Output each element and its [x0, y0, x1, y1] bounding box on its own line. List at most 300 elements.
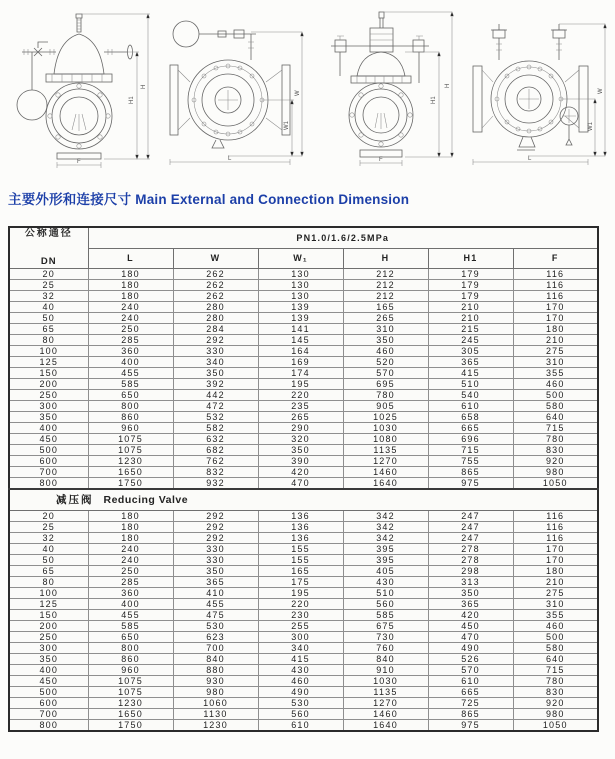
dimension-cell: 632 — [173, 434, 258, 445]
dimension-cell: 905 — [343, 401, 428, 412]
dn-cell: 50 — [9, 555, 88, 566]
dimension-cell: 832 — [173, 467, 258, 478]
dim-label-w: W — [597, 88, 604, 94]
dimension-cell: 116 — [513, 533, 598, 544]
dimension-cell: 130 — [258, 280, 343, 291]
dimension-cell: 342 — [343, 522, 428, 533]
dimension-cell: 280 — [173, 302, 258, 313]
dimension-cell: 1230 — [88, 456, 173, 467]
dimension-cell: 500 — [513, 632, 598, 643]
table-row — [9, 709, 598, 720]
table-row — [9, 643, 598, 654]
dimension-cell: 665 — [428, 423, 513, 434]
reducing-valve-section — [9, 489, 598, 511]
dimension-cell: 180 — [88, 291, 173, 302]
dimension-cell: 450 — [428, 621, 513, 632]
dimension-cell: 762 — [173, 456, 258, 467]
dimension-cell: 865 — [428, 467, 513, 478]
dimension-cell: 116 — [513, 269, 598, 280]
dimension-cell: 330 — [173, 555, 258, 566]
dimension-cell: 290 — [258, 423, 343, 434]
dimension-cell: 1230 — [173, 720, 258, 732]
dn-cell: 65 — [9, 566, 88, 577]
dimension-cell: 530 — [258, 698, 343, 709]
dimension-cell: 520 — [343, 357, 428, 368]
table-row — [9, 324, 598, 335]
table-row — [9, 533, 598, 544]
dimension-cell: 210 — [513, 577, 598, 588]
dn-cell: 150 — [9, 610, 88, 621]
dn-cell: 25 — [9, 280, 88, 291]
dimension-cell: 180 — [88, 269, 173, 280]
dimension-cell: 1030 — [343, 676, 428, 687]
dimension-cell: 860 — [88, 412, 173, 423]
dimension-cell: 1460 — [343, 467, 428, 478]
dimension-cell: 585 — [343, 610, 428, 621]
dn-cell: 300 — [9, 401, 88, 412]
dim-label-w1: W1 — [587, 122, 594, 131]
dim-label-h1: H1 — [129, 96, 135, 104]
dimension-cell: 390 — [258, 456, 343, 467]
dimension-cell: 169 — [258, 357, 343, 368]
dimension-cell: 1080 — [343, 434, 428, 445]
drawing-reducing-valve-front — [309, 4, 459, 170]
dimension-cell: 526 — [428, 654, 513, 665]
dimension-cell: 350 — [173, 566, 258, 577]
dimension-cell: 455 — [88, 368, 173, 379]
dim-label-w1: W1 — [284, 121, 291, 130]
dimension-cell: 910 — [343, 665, 428, 676]
dn-cell: 500 — [9, 687, 88, 698]
dimension-cell: 355 — [513, 368, 598, 379]
dimension-cell: 442 — [173, 390, 258, 401]
section-heading — [8, 188, 608, 208]
table-row — [9, 511, 598, 522]
dimension-cell: 675 — [343, 621, 428, 632]
dimension-cell: 392 — [173, 379, 258, 390]
table-row — [9, 621, 598, 632]
dimension-cell: 350 — [173, 368, 258, 379]
table-row — [9, 280, 598, 291]
column-header-h: H — [343, 248, 428, 268]
dimension-cell: 320 — [258, 434, 343, 445]
dimension-cell: 212 — [343, 280, 428, 291]
dimension-cell: 980 — [513, 709, 598, 720]
dn-cell: 200 — [9, 621, 88, 632]
table-row — [9, 467, 598, 478]
dimension-cell: 860 — [88, 654, 173, 665]
dn-cell: 40 — [9, 544, 88, 555]
dimension-cell: 240 — [88, 313, 173, 324]
dim-label-l: L — [527, 156, 532, 162]
dimension-cell: 682 — [173, 445, 258, 456]
dimension-cell: 220 — [258, 599, 343, 610]
dimension-cell: 405 — [343, 566, 428, 577]
dimension-cell: 730 — [343, 632, 428, 643]
dimension-cell: 174 — [258, 368, 343, 379]
table-row — [9, 357, 598, 368]
table-row — [9, 379, 598, 390]
dn-cell: 250 — [9, 390, 88, 401]
dimension-cell: 155 — [258, 555, 343, 566]
dimension-cell: 247 — [428, 522, 513, 533]
dn-cell: 500 — [9, 445, 88, 456]
dimension-cell: 195 — [258, 588, 343, 599]
table-row — [9, 566, 598, 577]
dimension-cell: 960 — [88, 665, 173, 676]
dimension-cell: 340 — [258, 643, 343, 654]
dimension-cell: 623 — [173, 632, 258, 643]
dimension-cell: 262 — [173, 280, 258, 291]
dimension-cell: 640 — [513, 412, 598, 423]
dimension-cell: 920 — [513, 456, 598, 467]
dimension-cell: 1135 — [343, 445, 428, 456]
dimension-cell: 725 — [428, 698, 513, 709]
dimension-cell: 780 — [513, 676, 598, 687]
section-heading-zh: 主要外形和连接尺寸 — [8, 192, 132, 207]
dimension-cell: 715 — [513, 423, 598, 434]
dimension-cell: 350 — [343, 335, 428, 346]
table-row — [9, 577, 598, 588]
dimension-cell: 975 — [428, 720, 513, 732]
corner-header-cell — [9, 227, 88, 269]
table-row — [9, 665, 598, 676]
dn-cell: 65 — [9, 324, 88, 335]
dimension-cell: 180 — [88, 522, 173, 533]
dimension-cell: 250 — [88, 566, 173, 577]
dimension-cell: 610 — [258, 720, 343, 732]
dimension-cell: 695 — [343, 379, 428, 390]
dimension-cell: 292 — [173, 522, 258, 533]
dn-cell: 40 — [9, 302, 88, 313]
dimension-cell: 800 — [88, 643, 173, 654]
dimension-cell: 116 — [513, 280, 598, 291]
dimension-cell: 610 — [428, 401, 513, 412]
dimension-cell: 310 — [343, 324, 428, 335]
dn-cell: 300 — [9, 643, 88, 654]
dimension-cell: 1050 — [513, 720, 598, 732]
dn-cell: 350 — [9, 412, 88, 423]
table-row — [9, 456, 598, 467]
dimension-cell: 430 — [258, 665, 343, 676]
dn-cell: 400 — [9, 665, 88, 676]
column-header-f: F — [513, 248, 598, 268]
main-valve-rows — [9, 269, 598, 490]
dimension-cell: 116 — [513, 522, 598, 533]
dimension-cell: 580 — [513, 401, 598, 412]
dn-cell: 80 — [9, 577, 88, 588]
dimension-cell: 658 — [428, 412, 513, 423]
dimension-cell: 932 — [173, 478, 258, 490]
dn-cell: 200 — [9, 379, 88, 390]
dimension-cell: 136 — [258, 533, 343, 544]
dimension-table — [8, 226, 599, 732]
table-row — [9, 555, 598, 566]
dimension-cell: 170 — [513, 302, 598, 313]
dimension-cell: 310 — [513, 357, 598, 368]
dimension-cell: 460 — [513, 621, 598, 632]
dn-cell: 250 — [9, 632, 88, 643]
dn-cell: 350 — [9, 654, 88, 665]
dn-cell: 32 — [9, 533, 88, 544]
dim-label-h: H — [444, 83, 451, 88]
dn-cell: 150 — [9, 368, 88, 379]
dimension-cell: 665 — [428, 687, 513, 698]
table-row — [9, 368, 598, 379]
dimension-cell: 240 — [88, 555, 173, 566]
dimension-cell: 1650 — [88, 467, 173, 478]
dimension-cell: 280 — [173, 313, 258, 324]
dn-cell: 400 — [9, 423, 88, 434]
dim-label-h: H — [141, 84, 147, 89]
dimension-cell: 980 — [173, 687, 258, 698]
dimension-cell: 240 — [88, 544, 173, 555]
dimension-cell: 139 — [258, 302, 343, 313]
dn-label: DN — [40, 256, 57, 267]
dimension-cell: 1135 — [343, 687, 428, 698]
dimension-cell: 490 — [258, 687, 343, 698]
dn-cell: 32 — [9, 291, 88, 302]
dimension-cell: 755 — [428, 456, 513, 467]
dimension-cell: 780 — [513, 434, 598, 445]
dn-cell: 700 — [9, 467, 88, 478]
dimension-cell: 510 — [428, 379, 513, 390]
dimension-cell: 235 — [258, 401, 343, 412]
dim-label-w: W — [295, 90, 302, 96]
dimension-cell: 210 — [513, 335, 598, 346]
dimension-cell: 920 — [513, 698, 598, 709]
dimension-cell: 1270 — [343, 456, 428, 467]
dimension-cell: 400 — [88, 357, 173, 368]
dimension-cell: 179 — [428, 280, 513, 291]
reducing-valve-label-zh: 减压阀 — [56, 494, 94, 506]
dimension-cell: 365 — [428, 357, 513, 368]
dimension-cell: 342 — [343, 533, 428, 544]
dim-label-f: F — [77, 159, 81, 165]
dimension-cell: 170 — [513, 544, 598, 555]
dimension-cell: 650 — [88, 632, 173, 643]
dimension-cell: 136 — [258, 511, 343, 522]
dimension-cell: 472 — [173, 401, 258, 412]
dimension-cell: 500 — [513, 390, 598, 401]
dimension-cell: 350 — [428, 588, 513, 599]
dimension-cell: 116 — [513, 511, 598, 522]
dimension-cell: 130 — [258, 269, 343, 280]
dimension-cell: 165 — [343, 302, 428, 313]
dimension-cell: 830 — [513, 687, 598, 698]
dimension-cell: 1650 — [88, 709, 173, 720]
dimension-cell: 300 — [258, 632, 343, 643]
dimension-cell: 582 — [173, 423, 258, 434]
dimension-cell: 292 — [173, 533, 258, 544]
dn-cell: 20 — [9, 269, 88, 280]
table-row — [9, 313, 598, 324]
dimension-cell: 475 — [173, 610, 258, 621]
table-header — [9, 227, 598, 269]
dimension-cell: 865 — [428, 709, 513, 720]
dimension-cell: 640 — [513, 654, 598, 665]
dimension-cell: 980 — [513, 467, 598, 478]
table-row — [9, 478, 598, 490]
dn-cell: 125 — [9, 357, 88, 368]
dimension-cell: 330 — [173, 346, 258, 357]
dn-cell: 600 — [9, 698, 88, 709]
dimension-cell: 1050 — [513, 478, 598, 490]
dimension-cell: 415 — [258, 654, 343, 665]
dimension-cell: 430 — [343, 577, 428, 588]
dimension-cell: 175 — [258, 577, 343, 588]
dimension-cell: 245 — [428, 335, 513, 346]
dimension-cell: 1025 — [343, 412, 428, 423]
dimension-cell: 510 — [343, 588, 428, 599]
table-row — [9, 423, 598, 434]
dimension-cell: 530 — [173, 621, 258, 632]
table-row — [9, 445, 598, 456]
section-heading-en: Main External and Connection Dimension — [135, 192, 410, 207]
dimension-cell: 165 — [258, 566, 343, 577]
dimension-cell: 212 — [343, 269, 428, 280]
dimension-cell: 284 — [173, 324, 258, 335]
dimension-cell: 292 — [173, 511, 258, 522]
table-row — [9, 599, 598, 610]
dim-label-f: F — [378, 157, 383, 163]
dimension-cell: 780 — [343, 390, 428, 401]
table-row — [9, 698, 598, 709]
dimension-cell: 330 — [173, 544, 258, 555]
dn-cell: 800 — [9, 720, 88, 732]
dimension-cell: 700 — [173, 643, 258, 654]
dimension-cell: 179 — [428, 291, 513, 302]
dimension-cell: 262 — [173, 269, 258, 280]
dimension-cell: 840 — [343, 654, 428, 665]
column-header-w: W — [173, 248, 258, 268]
table-row — [9, 269, 598, 280]
dn-cell: 50 — [9, 313, 88, 324]
dimension-cell: 365 — [428, 599, 513, 610]
dimension-cell: 570 — [428, 665, 513, 676]
nominal-diameter-label: 公称通径 — [24, 228, 73, 239]
dimension-cell: 139 — [258, 313, 343, 324]
dimension-cell: 696 — [428, 434, 513, 445]
dimension-cell: 355 — [513, 610, 598, 621]
table-row — [9, 291, 598, 302]
table-row — [9, 676, 598, 687]
dimension-cell: 265 — [258, 412, 343, 423]
dimension-cell: 170 — [513, 555, 598, 566]
dimension-cell: 1075 — [88, 434, 173, 445]
dimension-cell: 155 — [258, 544, 343, 555]
column-header-h1: H1 — [428, 248, 513, 268]
table-row — [9, 412, 598, 423]
dimension-cell: 1230 — [88, 698, 173, 709]
dimension-cell: 1640 — [343, 478, 428, 490]
dn-cell: 450 — [9, 434, 88, 445]
dimension-cell: 310 — [513, 599, 598, 610]
dimension-cell: 650 — [88, 390, 173, 401]
table-row — [9, 346, 598, 357]
dimension-cell: 1075 — [88, 687, 173, 698]
dimension-cell: 1750 — [88, 478, 173, 490]
dimension-cell: 210 — [428, 302, 513, 313]
dimension-cell: 292 — [173, 335, 258, 346]
table-row — [9, 588, 598, 599]
dimension-cell: 455 — [88, 610, 173, 621]
dimension-cell: 210 — [428, 313, 513, 324]
table-row — [9, 544, 598, 555]
dimension-cell: 570 — [343, 368, 428, 379]
dimension-cell: 410 — [173, 588, 258, 599]
dimension-cell: 255 — [258, 621, 343, 632]
column-header-l: L — [88, 248, 173, 268]
dimension-cell: 930 — [173, 676, 258, 687]
dimension-cell: 141 — [258, 324, 343, 335]
drawing-reducing-valve-side — [461, 4, 611, 170]
dimension-cell: 240 — [88, 302, 173, 313]
dimension-cell: 365 — [173, 577, 258, 588]
dimension-cell: 760 — [343, 643, 428, 654]
table-row — [9, 401, 598, 412]
dimension-cell: 262 — [173, 291, 258, 302]
dimension-cell: 975 — [428, 478, 513, 490]
dimension-cell: 1130 — [173, 709, 258, 720]
dn-cell: 700 — [9, 709, 88, 720]
table-row — [9, 720, 598, 732]
dimension-cell: 715 — [428, 445, 513, 456]
dimension-cell: 610 — [428, 676, 513, 687]
dim-label-l: L — [228, 156, 232, 162]
dimension-cell: 360 — [88, 588, 173, 599]
table-row — [9, 434, 598, 445]
dimension-cell: 212 — [343, 291, 428, 302]
reducing-valve-label-en: Reducing Valve — [103, 494, 189, 506]
dimension-cell: 180 — [513, 566, 598, 577]
dimension-cell: 490 — [428, 643, 513, 654]
dimension-cell: 460 — [258, 676, 343, 687]
dimension-cell: 360 — [88, 346, 173, 357]
dimension-cell: 278 — [428, 555, 513, 566]
dimension-cell: 560 — [258, 709, 343, 720]
table-row — [9, 654, 598, 665]
dimension-cell: 840 — [173, 654, 258, 665]
dimension-cell: 180 — [88, 533, 173, 544]
reducing-valve-band — [9, 489, 598, 511]
drawing-float-valve-side — [156, 4, 306, 170]
dimension-cell: 350 — [258, 445, 343, 456]
dimension-cell: 220 — [258, 390, 343, 401]
dimension-cell: 460 — [343, 346, 428, 357]
dimension-cell: 455 — [173, 599, 258, 610]
dimension-cell: 278 — [428, 544, 513, 555]
dimension-cell: 585 — [88, 621, 173, 632]
dimension-cell: 540 — [428, 390, 513, 401]
dn-cell: 125 — [9, 599, 88, 610]
dimension-cell: 313 — [428, 577, 513, 588]
drawing-float-valve-front — [4, 4, 154, 170]
dimension-cell: 180 — [88, 280, 173, 291]
dimension-cell: 195 — [258, 379, 343, 390]
dimension-cell: 180 — [513, 324, 598, 335]
dimension-cell: 285 — [88, 335, 173, 346]
dimension-cell: 247 — [428, 511, 513, 522]
dn-cell: 450 — [9, 676, 88, 687]
dim-label-h1: H1 — [430, 96, 437, 104]
dimension-cell: 340 — [173, 357, 258, 368]
dimension-cell: 580 — [513, 643, 598, 654]
pn-rating-header: PN1.0/1.6/2.5MPa — [88, 227, 598, 248]
dimension-cell: 715 — [513, 665, 598, 676]
dimension-cell: 342 — [343, 511, 428, 522]
column-header-w1: W₁ — [258, 248, 343, 268]
